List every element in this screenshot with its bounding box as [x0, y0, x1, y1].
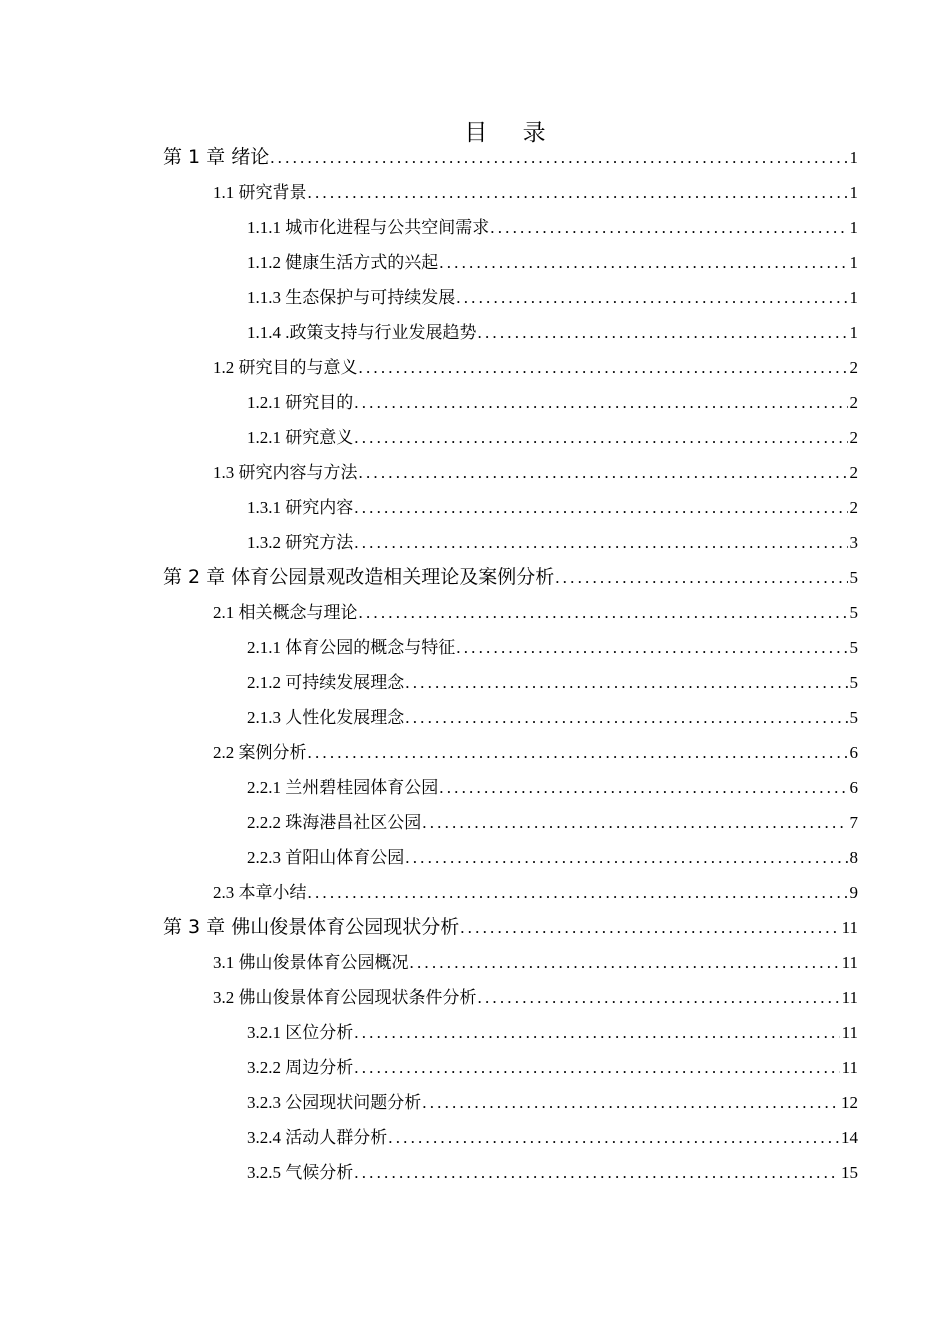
toc-dot-leader: [353, 1015, 839, 1050]
toc-entry-level-3[interactable]: [247, 490, 858, 525]
toc-page-number: 7: [849, 813, 858, 832]
toc-page-number: 2: [849, 498, 858, 517]
toc-entry-level-3[interactable]: [247, 665, 858, 700]
toc-page-number: 2: [849, 358, 858, 377]
toc-page-number: 1: [849, 218, 858, 237]
toc-entry-text: 2.1 相关概念与理论: [213, 603, 358, 622]
toc-entry-text: 第 3 章 佛山俊景体育公园现状分析: [163, 916, 460, 938]
toc-dot-leader: [358, 350, 848, 385]
toc-entry-level-2[interactable]: [213, 945, 858, 980]
toc-page-number: 11: [841, 953, 858, 972]
toc-page-number: 2: [849, 463, 858, 482]
toc-entry-text: 3.2.5 气候分析: [247, 1163, 354, 1182]
toc-dot-leader: [353, 1050, 839, 1085]
toc-entry-text: 2.2 案例分析: [213, 743, 307, 762]
toc-entry-text: 第 1 章 绪论: [163, 146, 270, 168]
toc-entry-text: 2.1.1 体育公园的概念与特征: [247, 638, 456, 657]
toc-dot-leader: [421, 1085, 839, 1120]
toc-dot-leader: [455, 280, 847, 315]
toc-entry-text: 3.2 佛山俊景体育公园现状条件分析: [213, 988, 477, 1007]
toc-dot-leader: [477, 980, 840, 1015]
toc-entry-text: 1.2.1 研究目的: [247, 393, 354, 412]
toc-page-number: 11: [841, 988, 858, 1007]
toc-entry-level-3[interactable]: [247, 1155, 858, 1190]
toc-page-number: 5: [849, 638, 858, 657]
toc-entry-level-2[interactable]: [213, 455, 858, 490]
toc-entry-text: 1.3.1 研究内容: [247, 498, 354, 517]
toc-dot-leader: [353, 385, 847, 420]
toc-entry-level-3[interactable]: [247, 700, 858, 735]
toc-page-number: 14: [841, 1128, 858, 1147]
toc-entry-text: 1.1.2 健康生活方式的兴起: [247, 253, 439, 272]
toc-entry-level-2[interactable]: [213, 350, 858, 385]
toc-entry-level-3[interactable]: [247, 630, 858, 665]
toc-entry-text: 2.2.3 首阳山体育公园: [247, 848, 405, 867]
toc-page-number: 5: [849, 603, 858, 622]
toc-dot-leader: [353, 525, 847, 560]
toc-dot-leader: [421, 805, 847, 840]
toc-entry-text: 1.3.2 研究方法: [247, 533, 354, 552]
toc-entry-level-3[interactable]: [247, 1120, 858, 1155]
toc-dot-leader: [554, 560, 847, 595]
toc-dot-leader: [455, 630, 847, 665]
toc-entry-text: 3.2.2 周边分析: [247, 1058, 354, 1077]
toc-page-number: 8: [849, 848, 858, 867]
toc-page-number: 5: [849, 568, 858, 587]
toc-dot-leader: [404, 665, 847, 700]
toc-page-number: 11: [841, 918, 858, 937]
toc-dot-leader: [477, 315, 848, 350]
toc-entry-level-3[interactable]: [247, 1015, 858, 1050]
toc-page-number: 11: [841, 1023, 858, 1042]
toc-entry-level-1[interactable]: [163, 560, 858, 595]
toc-entry-level-1[interactable]: [163, 910, 858, 945]
toc-page-number: 1: [849, 323, 858, 342]
toc-dot-leader: [438, 245, 847, 280]
toc-entry-text: 2.1.3 人性化发展理念: [247, 708, 405, 727]
toc-entry-level-3[interactable]: [247, 525, 858, 560]
toc-entry-text: 3.2.3 公园现状问题分析: [247, 1093, 422, 1112]
toc-entry-level-2[interactable]: [213, 875, 858, 910]
toc-page-number: 1: [849, 288, 858, 307]
toc-dot-leader: [353, 1155, 839, 1190]
toc-dot-leader: [387, 1120, 839, 1155]
toc-entry-text: 1.2 研究目的与意义: [213, 358, 358, 377]
toc-dot-leader: [438, 770, 847, 805]
toc-entry-level-3[interactable]: [247, 210, 858, 245]
toc-dot-leader: [269, 140, 847, 175]
toc-entry-text: 1.1.1 城市化进程与公共空间需求: [247, 218, 490, 237]
toc-dot-leader: [404, 700, 847, 735]
toc-entry-text: 3.2.1 区位分析: [247, 1023, 354, 1042]
toc-title: 目 录: [464, 120, 560, 146]
toc-dot-leader: [404, 840, 847, 875]
toc-page-number: 6: [849, 778, 858, 797]
toc-entry-text: 3.1 佛山俊景体育公园概况: [213, 953, 409, 972]
toc-page-number: 5: [849, 708, 858, 727]
toc-entry-level-3[interactable]: [247, 315, 858, 350]
toc-page-number: 1: [849, 148, 858, 167]
toc-entry-text: 1.3 研究内容与方法: [213, 463, 358, 482]
toc-entry-text: 3.2.4 活动人群分析: [247, 1128, 388, 1147]
toc-entry-level-2[interactable]: [213, 595, 858, 630]
toc-entry-level-3[interactable]: [247, 280, 858, 315]
toc-entry-level-2[interactable]: [213, 735, 858, 770]
toc-entry-text: 1.2.1 研究意义: [247, 428, 354, 447]
toc-entry-level-1[interactable]: [163, 140, 858, 175]
toc-dot-leader: [358, 595, 848, 630]
toc-entry-level-3[interactable]: [247, 840, 858, 875]
toc-entry-text: 2.2.1 兰州碧桂园体育公园: [247, 778, 439, 797]
toc-entry-level-3[interactable]: [247, 1085, 858, 1120]
toc-page-number: 3: [849, 533, 858, 552]
toc-entry-text: 2.3 本章小结: [213, 883, 307, 902]
toc-entry-text: 2.2.2 珠海港昌社区公园: [247, 813, 422, 832]
toc-page-number: 1: [849, 183, 858, 202]
toc-page-number: 15: [841, 1163, 858, 1182]
toc-entry-level-3[interactable]: [247, 1050, 858, 1085]
toc-dot-leader: [489, 210, 847, 245]
toc-page-number: 2: [849, 428, 858, 447]
toc-page-number: 12: [841, 1093, 858, 1112]
toc-page-number: 2: [849, 393, 858, 412]
toc-entry-level-3[interactable]: [247, 245, 858, 280]
toc-page-number: 9: [849, 883, 858, 902]
toc-entry-text: 1.1.4 .政策支持与行业发展趋势: [247, 323, 477, 342]
toc-entry-text: 1.1 研究背景: [213, 183, 307, 202]
toc-dot-leader: [358, 455, 848, 490]
toc-entry-text: 2.1.2 可持续发展理念: [247, 673, 405, 692]
toc-page-number: 1: [849, 253, 858, 272]
toc-entry-level-2[interactable]: [213, 980, 858, 1015]
toc-dot-leader: [307, 175, 848, 210]
toc-page-number: 5: [849, 673, 858, 692]
toc-dot-leader: [409, 945, 840, 980]
toc-page-number: 6: [849, 743, 858, 762]
toc-entry-level-3[interactable]: [247, 770, 858, 805]
toc-entry-text: 第 2 章 体育公园景观改造相关理论及案例分析: [163, 566, 555, 588]
toc-dot-leader: [459, 910, 839, 945]
toc-entry-text: 1.1.3 生态保护与可持续发展: [247, 288, 456, 307]
toc-entry-level-3[interactable]: [247, 385, 858, 420]
toc-entry-level-3[interactable]: [247, 420, 858, 455]
toc-dot-leader: [307, 735, 848, 770]
toc-page-number: 11: [841, 1058, 858, 1077]
toc-dot-leader: [307, 875, 848, 910]
toc-dot-leader: [353, 420, 847, 455]
toc-entry-level-3[interactable]: [247, 805, 858, 840]
toc-dot-leader: [353, 490, 847, 525]
toc-entry-level-2[interactable]: [213, 175, 858, 210]
